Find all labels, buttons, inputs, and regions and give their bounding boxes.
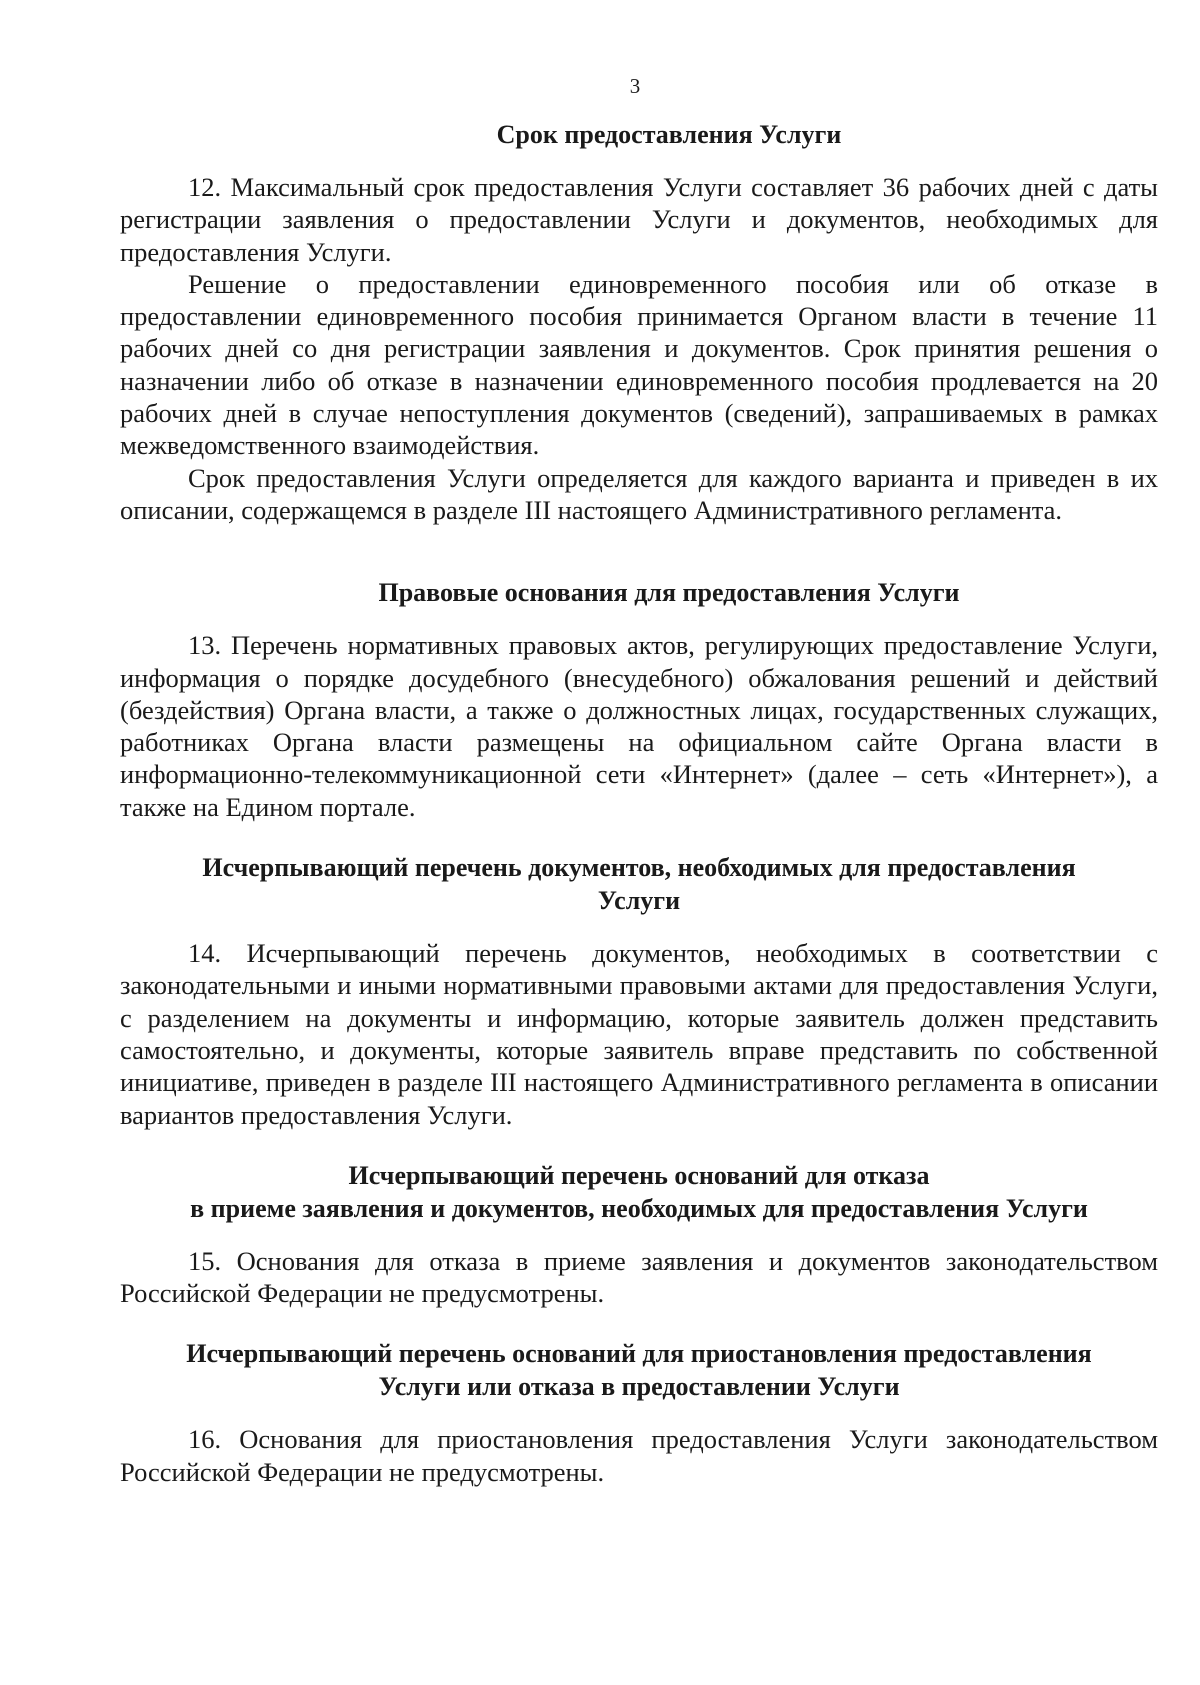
section-suspension-grounds	[120, 1337, 1158, 1488]
document-body	[120, 118, 1158, 1488]
section-service-term	[120, 118, 1158, 526]
paragraph: 16. Основания для приостановления предоставления Услуги законодательством Российской Федерации не предусмотрены.	[120, 1424, 1158, 1487]
section-heading: Правовые основания для предоставления Услуги	[378, 578, 960, 608]
section-heading-line: в приеме заявления и документов, необходимых для предоставления Услуги	[190, 1193, 1088, 1223]
paragraph: 14. Исчерпывающий перечень документов, необходимых в соответствии с законодательными и иными нормативными правовыми актами для предоставления Услуги, с разделением на документы и информацию, которые заявитель должен представить самостоятельно, и документы, которые заявитель вправе представить по собственной инициативе, приведен в разделе III настоящего Административного регламента в описании вариантов предоставления Услуги.	[120, 938, 1158, 1130]
section-heading: Срок предоставления Услуги	[496, 120, 842, 149]
paragraph: 12. Максимальный срок предоставления Услуги составляет 36 рабочих дней с даты регистрации заявления о предоставлении Услуги и документов, необходимых для предоставления Услуги.	[120, 172, 1158, 267]
section-refusal-grounds	[120, 1159, 1158, 1310]
paragraph: Срок предоставления Услуги определяется для каждого варианта и приведен в их описании, содержащемся в разделе III настоящего Административного регламента.	[120, 462, 1158, 525]
paragraph: Решение о предоставлении единовременного пособия или об отказе в предоставлении единовременного пособия принимается Органом власти в течение 11 рабочих дней со дня регистрации заявления и документов. Срок принятия решения о назначении либо об отказе в назначении единовременного пособия продлевается на 20 рабочих дней в случае непоступления документов (сведений), запрашиваемых в рамках межведомственного взаимодействия.	[120, 268, 1158, 461]
section-heading-line: Исчерпывающий перечень оснований для отказа	[348, 1160, 930, 1190]
section-heading-line: Исчерпывающий перечень документов, необходимых для предоставления	[202, 853, 1076, 883]
paragraph: 15. Основания для отказа в приеме заявления и документов законодательством Российской Федерации не предусмотрены.	[120, 1245, 1158, 1309]
section-heading-line: Исчерпывающий перечень оснований для приостановления предоставления	[186, 1339, 1092, 1369]
section-heading-line: Услуги или отказа в предоставлении Услуги	[378, 1372, 900, 1402]
section-heading-line: Услуги	[597, 886, 681, 916]
page-number: 3	[629, 74, 641, 98]
section-legal-basis	[120, 576, 1158, 823]
paragraph: 13. Перечень нормативных правовых актов, регулирующих предоставление Услуги, информация о порядке досудебного (внесудебного) обжалования решений и действий (бездействия) Органа власти, а также о должностных лицах, государственных служащих, работниках Органа власти размещены на официальном сайте Органа власти в информационно-телекоммуникационной сети «Интернет» (далее – сеть «Интернет»), а также на Едином портале.	[120, 630, 1158, 822]
section-required-documents	[120, 851, 1158, 1131]
